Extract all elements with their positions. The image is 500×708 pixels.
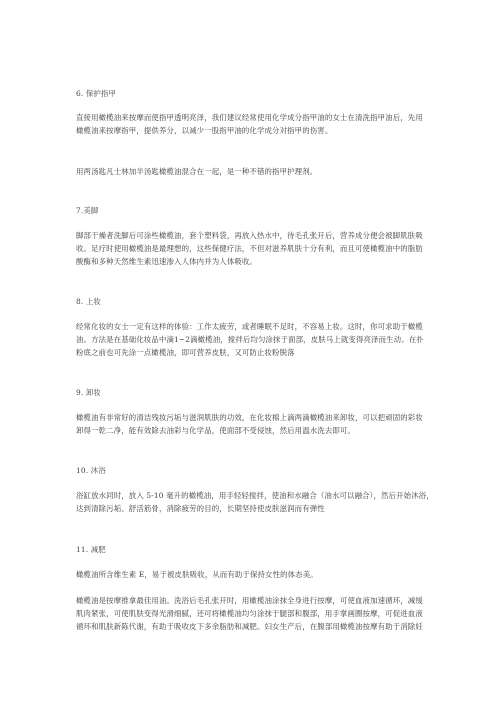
section-6-paragraph-1-line-1: 直接用橄榄油来按摩而使指甲透明亮泽，我们建议经常使用化学成分指甲油的女士在清洗指甲油后，先用	[76, 113, 423, 122]
section-8-paragraph-1-line-2: 油。方法是在基础化妆品中滴1~2滴橄榄油，搅拌后均匀涂抹于面部，皮肤马上就变得亮泽而生动。在扑	[76, 335, 424, 344]
section-8-heading: 8. 上妆	[76, 297, 101, 306]
section-11-paragraph-1-line-1: 橄榄油所含维生素 E，易于被皮肤吸收，从而有助于保持女性的体态美。	[76, 570, 318, 579]
section-7-paragraph-1-line-2: 收。足疗时使用橄榄油是最理想的，这些保健疗法，不但对滋养肌肤十分有利，而且可使橄榄油中的脂肪	[76, 244, 423, 253]
section-9-paragraph-1-line-2: 卸得一乾二净，能有效除去油彩与化学品，使面部不受侵蚀，然后用温水洗去即可。	[76, 426, 356, 435]
section-9-paragraph-1-line-1: 橄榄油有非常好的清洁残妆污垢与滋润肌肤的功效，在化妆棉上滴两滴橄榄油来卸妆，可以把顽固的彩妆	[76, 413, 423, 422]
section-6-heading: 6. 保护指甲	[76, 89, 117, 98]
section-10-paragraph-1-line-1: 浴缸放水同时，放入 5-10 毫升的橄榄油，用手轻轻搅拌，使油和水融合（油水可以融合），然后开始沐浴，	[76, 491, 434, 500]
section-10-heading: 10. 沐浴	[76, 466, 106, 475]
section-9-heading: 9. 卸妆	[76, 388, 101, 397]
section-6-paragraph-2-line-1: 用两汤匙凡士林加半汤匙橄榄油混合在一起，是一种不错的指甲护理剂。	[76, 167, 318, 176]
section-8-paragraph-1-line-3: 粉底之前也可先涂一点橄榄油，即可营养皮肤，又可防止妆粉脱落	[76, 348, 295, 357]
section-7-heading: 7.美脚	[76, 206, 99, 215]
section-11-paragraph-2-line-1: 橄榄油是按摩推拿最佳用油。洗浴后毛孔张开时，用橄榄油涂抹全身进行按摩，可使血液加速循环，减缓	[76, 596, 423, 605]
section-7-paragraph-1-line-1: 脚部干燥者洗脚后可涂些橄榄油，套个塑料袋，再放入热水中，待毛孔张开后，营养成分便会被脚肌肤吸	[76, 231, 423, 240]
section-11-heading: 11. 减肥	[76, 545, 106, 554]
section-7-paragraph-1-line-3: 酸酶和多种天然维生素迅速渗入人体内并为人体吸收。	[76, 257, 257, 266]
section-6-paragraph-1-line-2: 橄榄油来按摩指甲，提供养分，以减少一股指甲油的化学成分对指甲的伤害。	[76, 126, 333, 135]
section-11-paragraph-2-line-2: 肌肉紧张，可使肌肤变得光滑细腻，还可将橄榄油均匀涂抹于腿部和腹部，用手掌画圈按摩，可促进血液	[76, 609, 423, 618]
section-11-paragraph-2-line-3: 循环和肌肤新陈代谢，有助于吸收皮下多余脂肪和减肥。妇女生产后，在腹部用橄榄油按摩有助于消除妊	[76, 622, 423, 631]
section-10-paragraph-1-line-2: 达到清除污垢、舒活筋骨，消除疲劳的目的，长期坚持使皮肤滋润而有弹性	[76, 504, 325, 513]
section-8-paragraph-1-line-1: 经常化妆的女士一定有这样的体验：工作太疲劳，或者睡眠不足时，不容易上妆。这时，你可求助于橄榄	[76, 322, 423, 331]
